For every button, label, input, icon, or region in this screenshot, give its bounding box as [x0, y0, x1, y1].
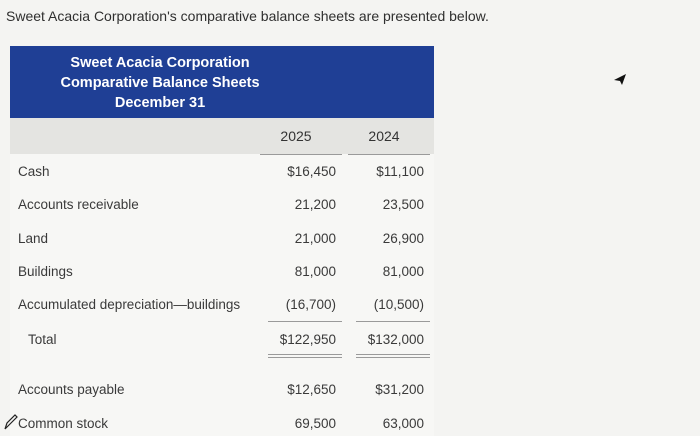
total-double-underline-2025-b — [268, 357, 342, 358]
common-stock-2024: 63,000 — [382, 416, 424, 431]
year-header-2025: 2025 — [280, 128, 312, 144]
row-label-accumulated-depreciation: Accumulated depreciation—buildings — [18, 297, 241, 312]
row-label-total: Total — [28, 332, 57, 347]
statement-date: December 31 — [114, 95, 206, 111]
land-2025: 21,000 — [294, 231, 336, 246]
cash-2024: $11,100 — [376, 164, 424, 179]
header-underline-2024 — [348, 154, 430, 155]
land-2024: 26,900 — [382, 231, 424, 246]
accounts-receivable-2025: 21,200 — [294, 197, 336, 212]
year-header-2024: 2024 — [368, 128, 400, 144]
balance-sheet-table — [10, 46, 434, 436]
total-double-underline-2024-b — [356, 357, 430, 358]
subtotal-underline-2024 — [356, 321, 430, 322]
accumulated-depreciation-2024: (10,500) — [373, 297, 424, 312]
total-2024: $132,000 — [367, 332, 424, 347]
buildings-2024: 81,000 — [382, 264, 424, 279]
row-label-accounts-payable: Accounts payable — [18, 382, 125, 397]
accounts-payable-2025: $12,650 — [287, 382, 336, 397]
common-stock-2025: 69,500 — [294, 416, 336, 431]
total-double-underline-2025-a — [268, 354, 342, 355]
accounts-receivable-2024: 23,500 — [382, 197, 424, 212]
statement-title: Comparative Balance Sheets — [60, 75, 260, 91]
cash-2025: $16,450 — [287, 164, 336, 179]
row-label-common-stock: Common stock — [18, 416, 109, 431]
pencil-icon — [4, 414, 18, 430]
accumulated-depreciation-2025: (16,700) — [285, 297, 336, 312]
company-name: Sweet Acacia Corporation — [70, 55, 250, 71]
row-label-cash: Cash — [18, 164, 50, 179]
row-label-buildings: Buildings — [18, 264, 73, 279]
row-label-accounts-receivable: Accounts receivable — [18, 197, 139, 212]
header-underline-2025 — [260, 154, 342, 155]
subtotal-underline-2025 — [268, 321, 342, 322]
mouse-cursor-icon — [612, 72, 628, 86]
accounts-payable-2024: $31,200 — [375, 382, 424, 397]
buildings-2025: 81,000 — [294, 264, 336, 279]
total-double-underline-2024-a — [356, 354, 430, 355]
total-2025: $122,950 — [279, 332, 336, 347]
table-banner — [10, 46, 434, 118]
row-label-land: Land — [18, 231, 49, 246]
intro-text: Sweet Acacia Corporation's comparative balance sheets are presented below. — [6, 8, 489, 24]
